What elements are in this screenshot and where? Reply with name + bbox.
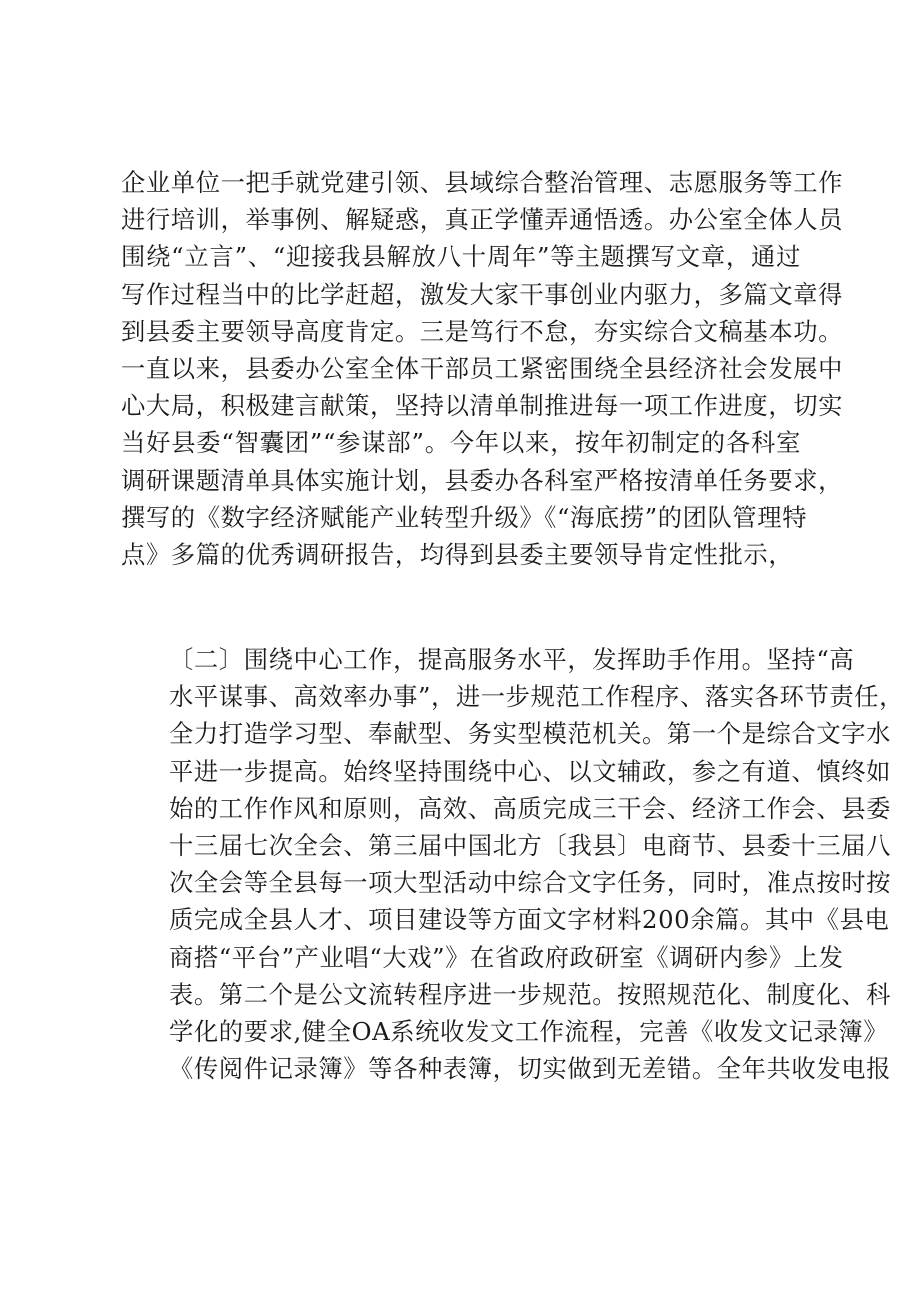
paragraph-1-line: 点》多篇的优秀调研报告，均得到县委主要领导肯定性批示， (121, 540, 794, 570)
paragraph-2-line: 质完成全县人才、项目建设等方面文字材料200余篇。其中《县电 (169, 905, 890, 935)
paragraph-2 (121, 641, 905, 1087)
paragraph-1-line: 进行培训，举事例、解疑惑，真正学懂弄通悟透。办公室全体人员 (121, 205, 844, 235)
paragraph-2-line: 始的工作作风和原则，高效、高质完成三干会、经济工作会、县委 (169, 793, 892, 823)
paragraph-1-line: 撰写的《数字经济赋能产业转型升级》《“海底捞”的团队管理特 (121, 502, 808, 532)
paragraph-1-line: 心大局，积极建言献策，坚持以清单制推进每一项工作进度，切实 (121, 391, 844, 421)
paragraph-1-line: 到县委主要领导高度肯定。三是笃行不怠，夯实综合文稿基本功。 (121, 316, 844, 346)
paragraph-1-line: 围绕“立言”、“迎接我县解放八十周年”等主题撰写文章，通过 (121, 242, 801, 272)
paragraph-1 (121, 164, 844, 573)
paragraph-1-line: 企业单位一把手就党建引领、县域综合整治管理、志愿服务等工作 (121, 168, 844, 197)
paragraph-1-line: 写作过程当中的比学赶超，激发大家干事创业内驱力，多篇文章得 (121, 279, 844, 309)
paragraph-2-line: 学化的要求,健全OA系统收发文工作流程，完善《收发文记录簿》 (169, 1017, 889, 1047)
paragraph-1-line: 当好县委“智囊团”“参谋部”。今年以来，按年初制定的各科室 (121, 428, 801, 458)
paragraph-2-line: 全力打造学习型、奉献型、务实型模范机关。第一个是综合文字水 (169, 719, 892, 749)
paragraph-2-line: 〔二〕围绕中心工作，提高服务水平，发挥助手作用。坚持“高 (169, 645, 855, 674)
paragraph-2-line: 次全会等全县每一项大型活动中综合文字任务，同时，准点按时按 (169, 868, 892, 898)
paragraph-2-line: 平进一步提高。始终坚持围绕中心、以文辅政，参之有道、慎终如 (169, 756, 892, 786)
paragraph-1-line: 调研课题清单具体实施计划，县委办各科室严格按清单任务要求， (121, 465, 844, 495)
paragraph-2-line: 《传阅件记录簿》等各种表簿，切实做到无差错。全年共收发电报 (169, 1054, 892, 1084)
paragraph-2-line: 商搭“平台”产业唱“大戏”》在省政府政研室《调研内参》上发 (169, 942, 844, 972)
paragraph-1-line: 一直以来，县委办公室全体干部员工紧密围绕全县经济社会发展中 (121, 354, 844, 384)
paragraph-2-line: 十三届七次全会、第三届中国北方〔我县〕电商节、县委十三届八 (169, 831, 892, 861)
paragraph-2-line: 表。第二个是公文流转程序进一步规范。按照规范化、制度化、科 (169, 979, 892, 1009)
paragraph-2-line: 水平谋事、高效率办事”，进一步规范工作程序、落实各环节责任， (169, 682, 905, 712)
